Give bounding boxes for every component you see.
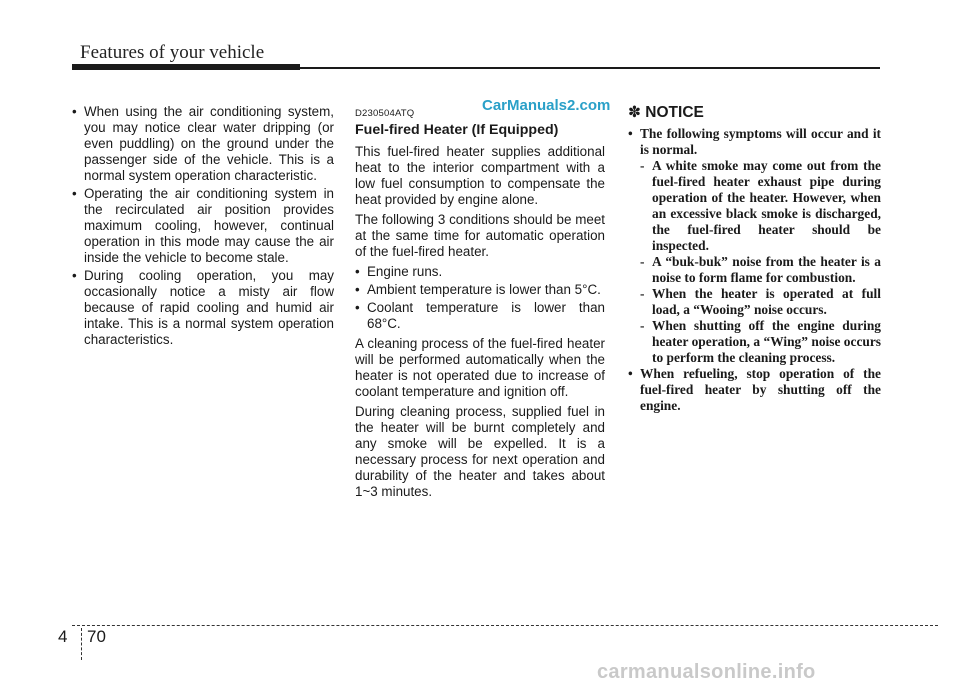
left-column	[72, 104, 334, 350]
sub-item-text: A “buk-buk” noise from the heater is a noise to form flame for combustion.	[652, 254, 881, 285]
list-item: • Engine runs.	[355, 264, 605, 280]
list-item: - When shutting off the engine during heater operation, a “Wing” noise occurs to perform the cleaning process.	[640, 318, 881, 365]
footer-divider	[72, 625, 938, 626]
notice-box	[628, 104, 881, 414]
chapter-number: 4	[58, 627, 68, 646]
notice-title: ✽ NOTICE	[628, 104, 704, 121]
list-item: - A white smoke may come out from the fuel-fired heater exhaust pipe during operation of the heater. However, when an excessive black smoke is discharged, the fuel-fired heater should be inspected.	[640, 158, 881, 253]
notice-body	[628, 126, 881, 414]
watermark-link-bottom[interactable]: carmanualsonline.info	[597, 661, 816, 683]
list-item: • Operating the air conditioning system in the recirculated air position provides maximum cooling, however, continual operation in this mode may cause the air inside the vehicle to become stale.	[72, 186, 334, 266]
header-rule-thin	[300, 67, 880, 69]
page-header-title: Features of your vehicle	[80, 42, 265, 63]
list-item: • Coolant temperature is lower than 68°C.	[355, 300, 605, 332]
conditions-list	[355, 264, 605, 332]
notice-bullet-text: When refueling, stop operation of the fuel-fired heater by shutting off the engine.	[640, 366, 881, 413]
sub-item-text: A white smoke may come out from the fuel-fired heater exhaust pipe during operation of the heater. However, when an excessive black smoke is discharged, the fuel-fired heater should be inspected.	[652, 158, 881, 253]
middle-column	[355, 97, 611, 504]
notice-bullet-text: The following symptoms will occur and it is normal.	[640, 126, 881, 157]
list-item: - When the heater is operated at full load, a “Wooing” noise occurs.	[640, 286, 881, 317]
list-item: - A “buk-buk” noise from the heater is a noise to form flame for combustion.	[640, 254, 881, 285]
notice-sub-list	[640, 158, 881, 366]
paragraph: The following 3 conditions should be meet at the same time for automatic operation of the fuel-fired heater.	[355, 212, 605, 259]
footer-vertical-divider	[81, 628, 82, 660]
section-code: D230504ATQ	[355, 108, 415, 119]
section-code-row	[355, 97, 611, 122]
watermark-link-top[interactable]: CarManuals2.com	[482, 97, 611, 114]
list-item: • Ambient temperature is lower than 5°C.	[355, 282, 605, 298]
page-number: 70	[87, 627, 106, 646]
notice-bullet	[628, 126, 881, 366]
paragraph: This fuel-fired heater supplies additional heat to the interior compartment with a low fuel consumption to compensate the heat provided by engine alone.	[355, 144, 605, 207]
section-heading: Fuel-fired Heater (If Equipped)	[355, 122, 559, 138]
header-rule-thick	[72, 64, 300, 70]
list-item: • During cooling operation, you may occasionally notice a misty air flow because of rapid cooling and humid air intake. This is a normal system operation characteristics.	[72, 268, 334, 348]
sub-item-text: When shutting off the engine during heater operation, a “Wing” noise occurs to perform the cleaning process.	[652, 318, 881, 365]
sub-item-text: When the heater is operated at full load, a “Wooing” noise occurs.	[652, 286, 881, 317]
paragraph: During cleaning process, supplied fuel in the heater will be burnt completely and any smoke will be expelled. It is a necessary process for next operation and durability of the heater and takes about 1~3 minutes.	[355, 404, 605, 499]
ac-notes-list	[72, 104, 334, 348]
paragraph: A cleaning process of the fuel-fired heater will be performed automatically when the heater is not operated due to increase of coolant temperature and ignition off.	[355, 336, 605, 399]
notice-bullet	[628, 366, 881, 414]
list-item: • When using the air conditioning system, you may notice clear water dripping (or even puddling) on the ground under the passenger side of the vehicle. This is a normal system operation characteristic.	[72, 104, 334, 184]
